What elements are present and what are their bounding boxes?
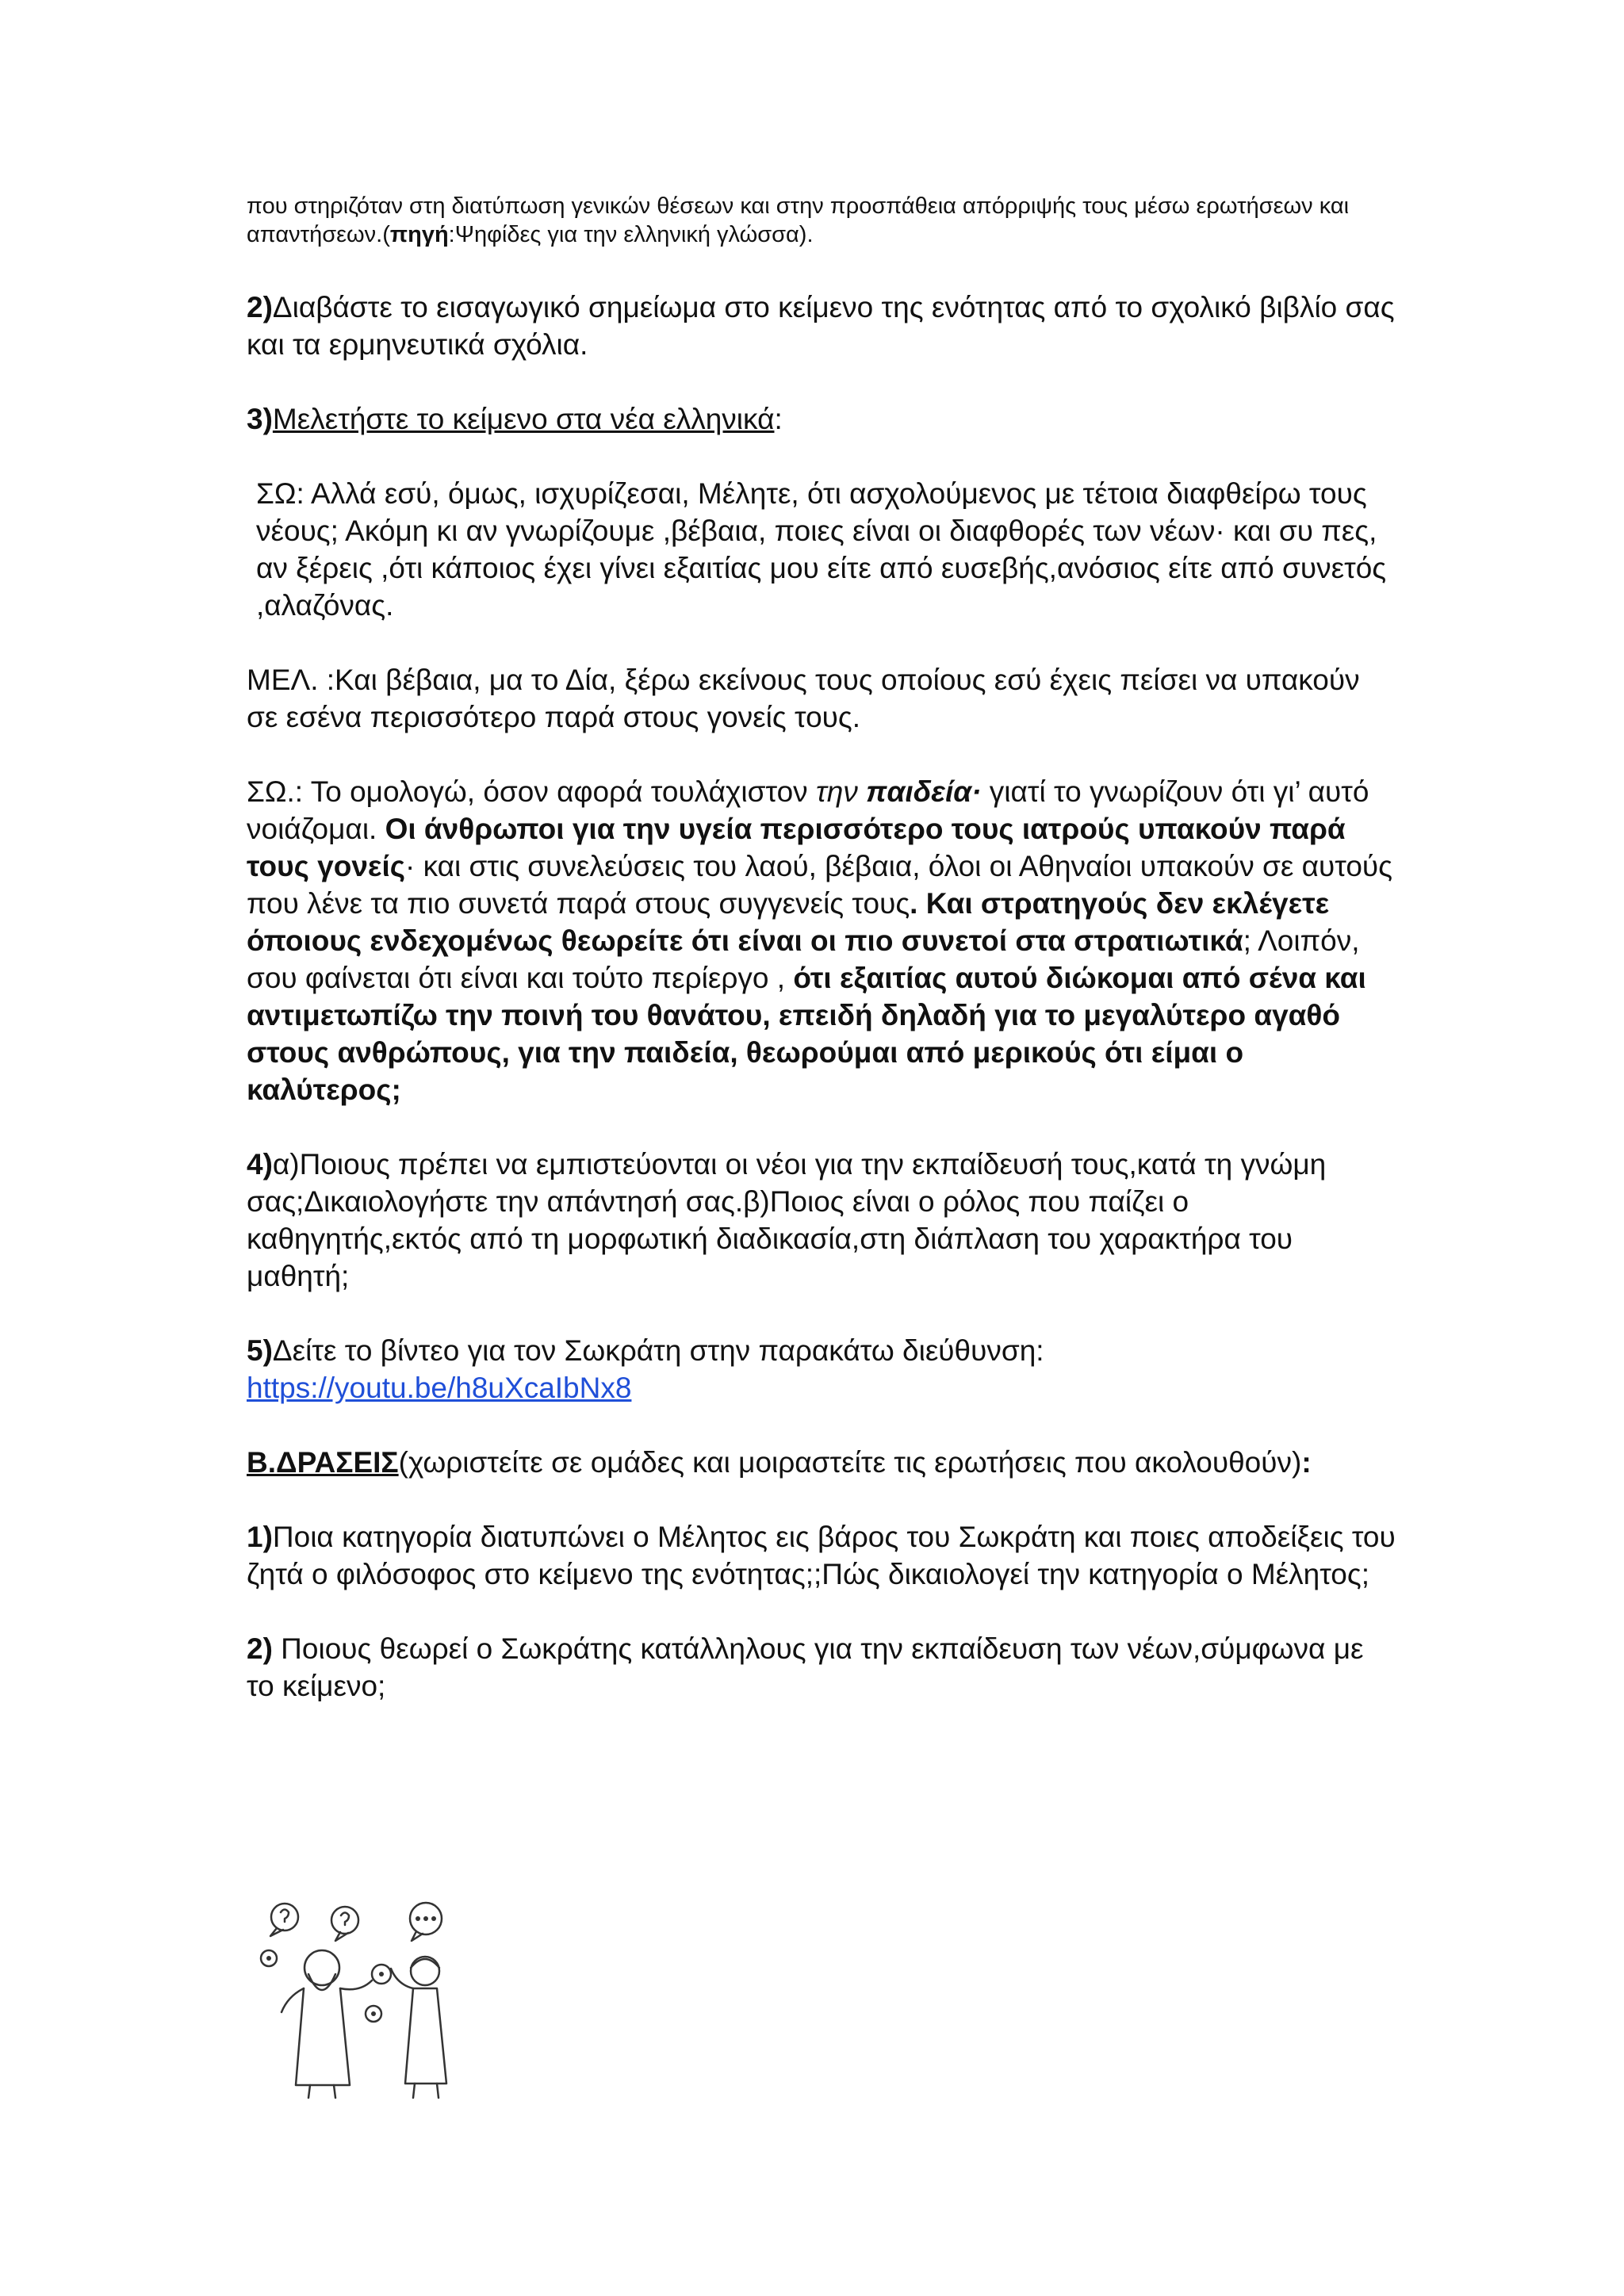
source-label: πηγή (389, 222, 449, 247)
question-number: 2) (247, 291, 273, 323)
question-4: 4)α)Ποιους πρέπει να εμπιστεύονται οι νέοι για την εκπαίδευσή τους,κατά τη γνώμη σας;Δικαιολογήστε την απάντησή σας.β)Ποιος είναι ο ρόλος που παίζει ο καθηγητής,εκτός από τη μορφωτική διαδικασία,στη διάπλαση του χαρακτήρα του μαθητή; (247, 1148, 1327, 1292)
question-number: 2) (247, 1632, 273, 1665)
question-number: 1) (247, 1521, 273, 1553)
question-5: 5)Δείτε το βίντεο για τον Σωκράτη στην παρακάτω διεύθυνση: https://youtu.be/h8uXcaIbNx8 (247, 1334, 1044, 1404)
question-number: 3) (247, 403, 273, 435)
section-b-question-1: 1)Ποια κατηγορία διατυπώνει ο Μέλητος εις βάρος του Σωκράτη και ποιες αποδείξεις του ζητά ο φιλόσοφος στο κείμενο της ενότητας;;Πώς δικαιολογεί την κατηγορία ο Μέλητος; (247, 1521, 1396, 1590)
question-2: 2)Διαβάστε το εισαγωγικό σημείωμα στο κείμενο της ενότητας από το σχολικό βιβλίο σας και τα ερμηνευτικά σχόλια. (247, 291, 1395, 361)
section-b: Β.ΔΡΑΣΕΙΣ(χωριστείτε σε ομάδες και μοιραστείτε τις ερωτήσεις που ακολουθούν): (247, 1446, 1312, 1479)
dialogue-socrates-1: ΣΩ: Αλλά εσύ, όμως, ισχυρίζεσαι, Μέλητε, ότι ασχολούμενος με τέτοια διαφθείρω τους νέους; Ακόμη κι αν γνωρίζουμε ,βέβαια, ποιες είναι οι διαφθορές των νέων· και συ πες, αν ξέρεις ,ότι κάποιος έχει γίνει εξαιτίας μου είτε από ευσεβής,ανόσιος είτε από συνετός ,αλαζόνας. (256, 477, 1387, 622)
question-3-title: Μελετήστε το κείμενο στα νέα ελληνικά (272, 403, 775, 435)
question-3: 3)Μελετήστε το κείμενο στα νέα ελληνικά: (247, 403, 783, 435)
video-link[interactable]: https://youtu.be/h8uXcaIbNx8 (247, 1372, 632, 1404)
question-number: 5) (247, 1334, 273, 1367)
question-number: 4) (247, 1148, 273, 1181)
dialogue-meletus: ΜΕΛ. :Και βέβαια, μα το Δία, ξέρω εκείνους τους οποίους εσύ έχεις πείσει να υπακούν σε εσένα περισσότερο παρά στους γονείς τους. (247, 664, 1360, 733)
socrates-and-student-sketch-icon (247, 1895, 485, 2101)
section-b-question-2: 2) Ποιους θεωρεί ο Σωκράτης κατάλληλους για την εκπαίδευση των νέων,σύμφωνα με το κείμενο; (247, 1632, 1364, 1702)
document-body (247, 192, 1398, 1742)
dialogue-socrates-2: ΣΩ.: Το ομολογώ, όσον αφορά τουλάχιστον την παιδεία· γιατί το γνωρίζουν ότι γι’ αυτό νοιάζομαι. Οι άνθρωποι για την υγεία περισσότερο τους ιατρούς υπακούν παρά τους γονείς· και στις συνελεύσεις του λαού, βέβαια, όλοι οι Αθηναίοι υπακούν σε αυτούς που λένε τα πιο συνετά παρά στους συγγενείς τους. Και στρατηγούς δεν εκλέγετε όποιους ενδεχομένως θεωρείτε ότι είναι οι πιο συνετοί στα στρατιωτικά; Λοιπόν, σου φαίνεται ότι είναι και τούτο περίεργο , ότι εξαιτίας αυτού διώκομαι από σένα και αντιμετωπίζω την ποινή του θανάτου, επειδή δηλαδή για το μεγαλύτερο αγαθό στους ανθρώπους, για την παιδεία, θεωρούμαι από μερικούς ότι είμαι ο καλύτερος; (247, 775, 1392, 1106)
intro-paragraph: που στηριζόταν στη διατύπωση γενικών θέσεων και στην προσπάθεια απόρριψής τους μέσω ερωτήσεων και απαντήσεων.(πηγή:Ψηφίδες για την ελληνική γλώσσα). (247, 193, 1350, 247)
section-b-title: Β.ΔΡΑΣΕΙΣ (247, 1446, 399, 1479)
